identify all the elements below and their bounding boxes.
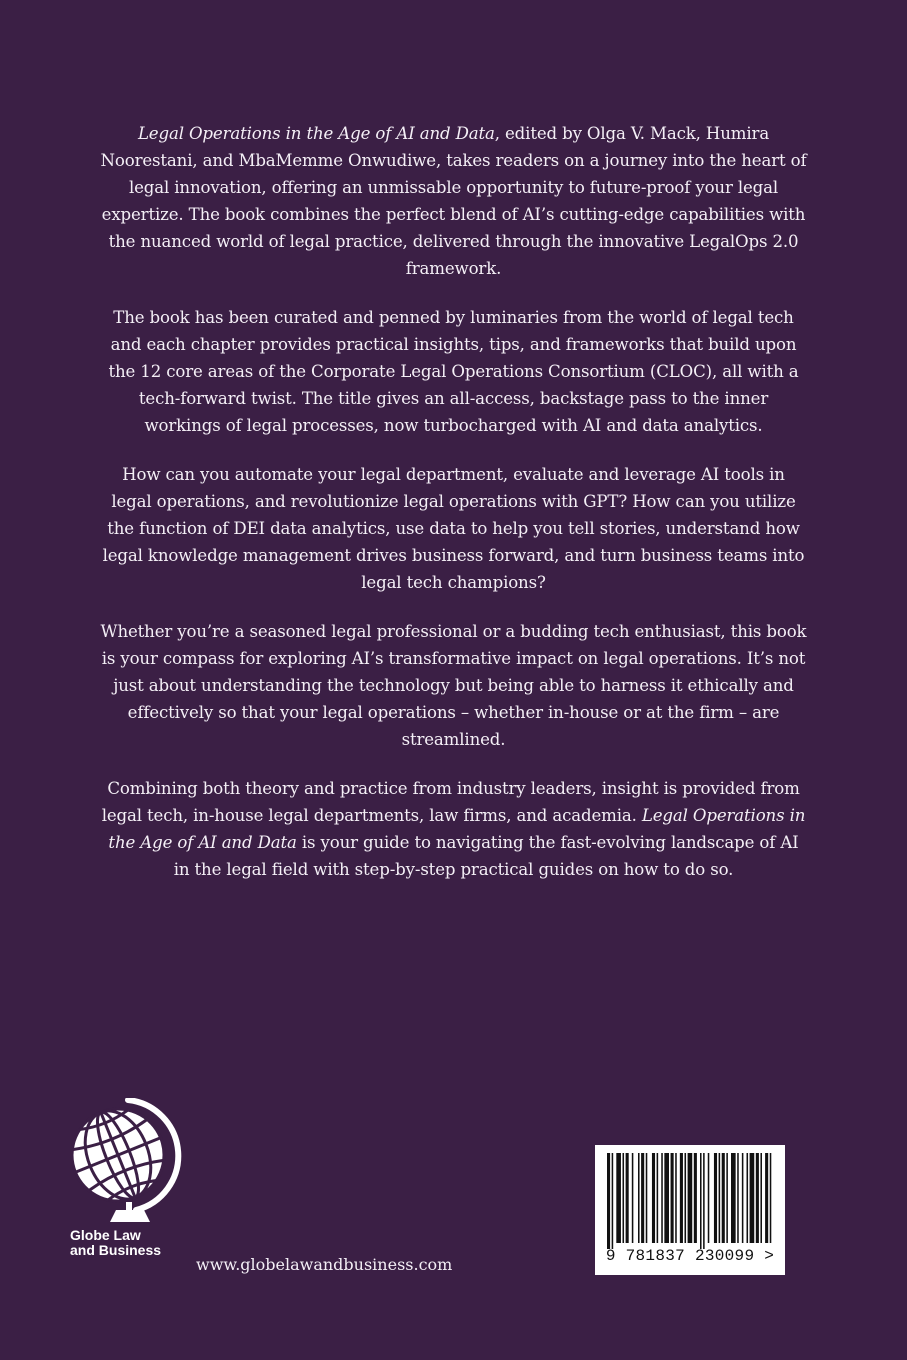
book-title-italic-2: Legal Operations in the Age of AI and Data — [108, 806, 806, 852]
blurb-paragraph-5-end: is your guide to navigating the fast-evolving landscape of AI in the legal field with step-by-step practical guides on how to do so. — [173, 833, 799, 879]
globe-icon — [66, 1098, 186, 1228]
publisher-website[interactable]: www.globelawandbusiness.com — [196, 1255, 453, 1274]
isbn-digits: 9 781837 230099 > — [605, 1247, 775, 1265]
blurb-paragraph-2: The book has been curated and penned by luminaries from the world of legal tech and each chapter provides practical insights, tips, and frameworks that build upon the 12 core areas of the Corporate Legal Operations Consortium (CLOC), all with a tech-forward twist. The title gives an all-access, backstage pass to the inner workings of legal processes, now turbocharged with AI and data analytics. — [108, 308, 799, 435]
barcode-bar — [688, 1153, 693, 1243]
barcode-bar — [623, 1153, 625, 1243]
barcode-bar — [612, 1153, 614, 1249]
barcode-bar — [616, 1153, 621, 1243]
blurb-paragraph-1-text: , edited by Olga V. Mack, Humira Noorestani, and MbaMemme Onwudiwe, takes readers on a journey into the heart of legal innovation, offering an unmissable opportunity to future-proof your legal expertize. The book combines the perfect blend of AI’s cutting-edge capabilities with the nuanced world of legal practice, delivered through the innovative LegalOps 2.0 framework. — [100, 124, 807, 278]
blurb-paragraph-5 — [100, 775, 807, 883]
barcode-bar — [638, 1153, 640, 1243]
barcode-bar — [694, 1153, 697, 1243]
barcode-bar — [722, 1153, 725, 1243]
barcode-bar — [685, 1153, 687, 1243]
barcode-bar — [714, 1153, 717, 1243]
barcode-bar — [765, 1153, 768, 1243]
barcode-bar — [652, 1153, 655, 1243]
blurb-paragraph-3: How can you automate your legal department, evaluate and leverage AI tools in legal operations, and revolutionize legal operations with GPT? How can you utilize the function of DEI data analytics, use data to help you tell stories, understand how legal knowledge management drives business forward, and turn business teams into legal tech champions? — [102, 465, 805, 592]
barcode-bar — [700, 1153, 702, 1249]
publisher-name — [70, 1228, 161, 1258]
publisher-name-line-1: Globe Law — [70, 1227, 141, 1243]
publisher-logo — [66, 1098, 186, 1273]
barcode-bar — [719, 1153, 721, 1243]
barcode-bar — [632, 1153, 634, 1243]
barcode-bar — [607, 1153, 610, 1249]
barcode-bar — [626, 1153, 629, 1243]
barcode-bar — [646, 1153, 648, 1243]
barcode-bar — [750, 1153, 755, 1243]
barcode-bar — [641, 1153, 644, 1243]
barcode-bar — [708, 1153, 710, 1243]
barcode-bar — [737, 1153, 739, 1243]
barcode-bar — [703, 1153, 705, 1249]
blurb-paragraph-1 — [100, 120, 807, 282]
barcode-bar — [731, 1153, 736, 1243]
barcode-bar — [664, 1153, 669, 1243]
blurb-paragraph-5-start: Combining both theory and practice from industry leaders, insight is provided from legal tech, in-house legal departments, law firms, and academia. — [101, 779, 800, 825]
barcode-bar — [671, 1153, 674, 1243]
barcode-bar — [657, 1153, 659, 1243]
barcode-bar — [675, 1153, 677, 1243]
barcode-bar — [770, 1153, 772, 1243]
book-title-italic: Legal Operations in the Age of AI and Data — [137, 124, 495, 143]
barcode-bar — [680, 1153, 683, 1243]
publisher-name-line-2: and Business — [70, 1242, 162, 1258]
blurb-paragraph-4: Whether you’re a seasoned legal professional or a budding tech enthusiast, this book is your compass for exploring AI’s transformative impact on legal operations. It’s not just about understanding the technology but being able to harness it ethically and effectively so that your legal operations – whether in-house or at the firm – are streamlined. — [100, 622, 807, 749]
barcode-bar — [742, 1153, 744, 1243]
barcode-bar — [747, 1153, 749, 1243]
blurb-text — [100, 120, 807, 905]
barcode-bar — [756, 1153, 759, 1243]
isbn-barcode — [595, 1145, 785, 1275]
barcode-bar — [661, 1153, 663, 1243]
barcode-bar — [726, 1153, 728, 1243]
barcode-bar — [760, 1153, 762, 1243]
